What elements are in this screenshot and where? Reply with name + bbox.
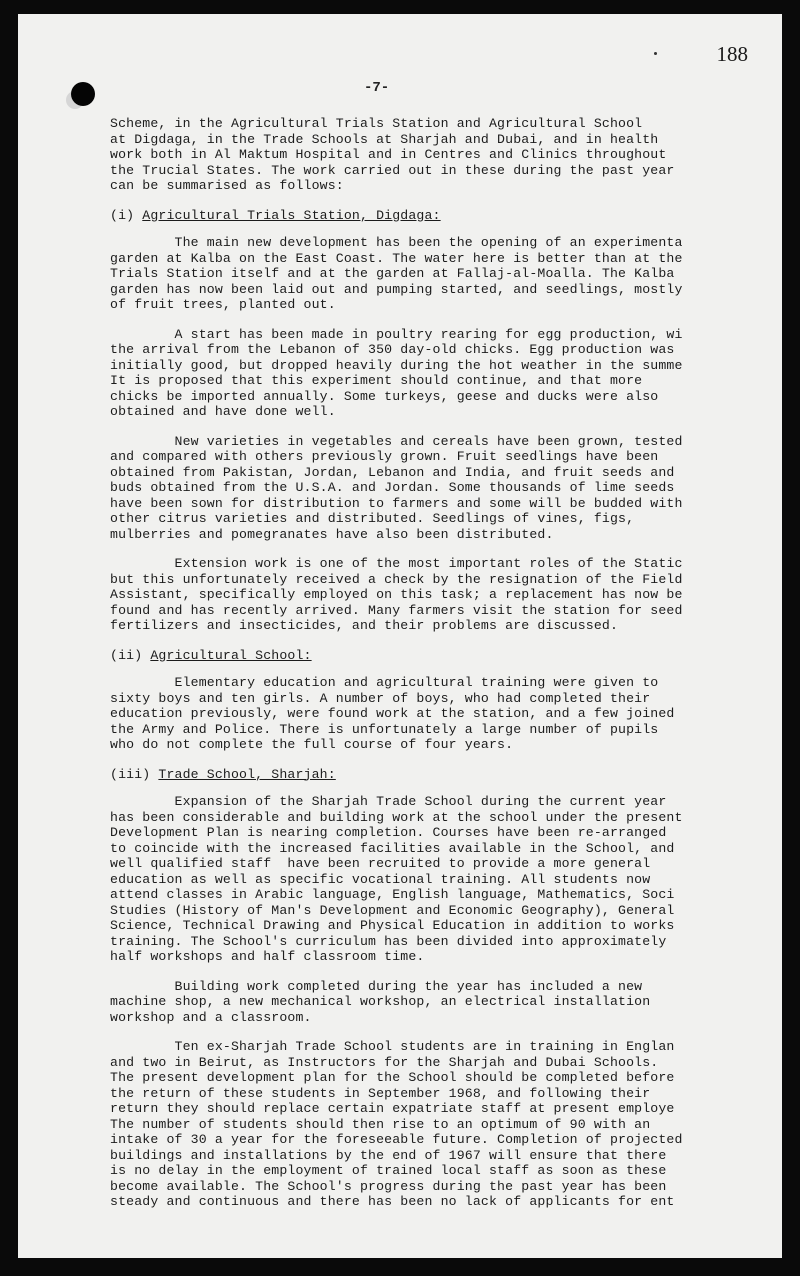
text-line: fertilizers and insecticides, and their problems are discussed. <box>110 618 619 633</box>
text-line: Trials Station itself and at the garden at Fallaj-al-Moalla. The Kalba <box>110 266 675 281</box>
text-line: is no delay in the employment of trained local staff as soon as these <box>110 1163 667 1178</box>
text-line: well qualified staff have been recruited to provide a more general <box>110 856 651 871</box>
section-heading-number: (i) <box>110 207 143 223</box>
section-heading-title: Agricultural School: <box>150 647 312 663</box>
document-body <box>110 116 782 1224</box>
text-line: who do not complete the full course of four years. <box>110 737 514 752</box>
text-line: found and has recently arrived. Many farmers visit the station for seed <box>110 602 683 618</box>
text-line: The number of students should then rise to an optimum of 90 with an <box>110 1116 651 1132</box>
text-line: education previously, were found work at the station, and a few joined <box>110 706 675 721</box>
text-line: steady and continuous and there has been no lack of applicants for ent <box>110 1194 675 1209</box>
text-line: Assistant, specifically employed on this task; a replacement has now be <box>110 587 683 602</box>
text-line: at Digdaga, in the Trade Schools at Sharjah and Dubai, and in health <box>110 131 659 147</box>
section-heading-title: Agricultural Trials Station, Digdaga: <box>142 207 441 223</box>
text-line: buds obtained from the U.S.A. and Jordan. Some thousands of lime seeds <box>110 480 675 495</box>
text-line: New varieties in vegetables and cereals have been grown, tested <box>110 433 683 449</box>
text-line: Science, Technical Drawing and Physical Education in addition to works <box>110 918 675 933</box>
paragraph <box>110 979 782 1026</box>
text-line: chicks be imported annually. Some turkeys, geese and ducks were also <box>110 388 659 404</box>
text-line: garden has now been laid out and pumping started, and seedlings, mostly <box>110 281 683 297</box>
section-heading <box>110 208 782 224</box>
page-header-number: -7- <box>364 80 390 96</box>
text-line: sixty boys and ten girls. A number of boys, who had completed their <box>110 690 651 706</box>
text-line: obtained from Pakistan, Jordan, Lebanon and India, and fruit seeds and <box>110 464 675 480</box>
paragraph <box>110 1039 782 1210</box>
text-line: has been considerable and building work at the school under the present <box>110 809 683 825</box>
document-page <box>18 14 782 1258</box>
text-line: return they should replace certain expatriate staff at present employe <box>110 1101 675 1116</box>
paragraph <box>110 434 782 543</box>
page-number: 188 <box>716 42 748 66</box>
text-line: The main new development has been the opening of an experimenta <box>110 235 683 250</box>
text-line: become available. The School's progress during the past year has been <box>110 1178 667 1194</box>
text-line: Expansion of the Sharjah Trade School during the current year <box>110 794 667 809</box>
paragraph <box>110 794 782 965</box>
section-heading-title: Trade School, Sharjah: <box>158 766 336 782</box>
paragraph <box>110 235 782 313</box>
paragraph <box>110 556 782 634</box>
text-line: initially good, but dropped heavily during the hot weather in the summe <box>110 357 683 373</box>
text-line: the Army and Police. There is unfortunately a large number of pupils <box>110 721 659 737</box>
section-heading <box>110 767 782 783</box>
text-line: other citrus varieties and distributed. Seedlings of vines, figs, <box>110 511 635 526</box>
text-line: attend classes in Arabic language, English language, Mathematics, Soci <box>110 887 675 902</box>
text-line: garden at Kalba on the East Coast. The water here is better than at the <box>110 250 683 266</box>
text-line: Ten ex-Sharjah Trade School students are in training in Englan <box>110 1039 675 1054</box>
text-line: Building work completed during the year has included a new <box>110 978 643 994</box>
text-line: intake of 30 a year for the foreseeable future. Completion of projected <box>110 1132 683 1147</box>
text-line: and compared with others previously grown. Fruit seedlings have been <box>110 449 659 464</box>
text-line: It is proposed that this experiment should continue, and that more <box>110 373 643 388</box>
text-line: work both in Al Maktum Hospital and in Centres and Clinics throughout <box>110 147 667 162</box>
paragraph <box>110 116 782 194</box>
text-line: machine shop, a new mechanical workshop, an electrical installation <box>110 994 651 1009</box>
speck-mark <box>654 52 657 55</box>
text-line: education as well as specific vocational training. All students now <box>110 871 651 887</box>
text-line: mulberries and pomegranates have also been distributed. <box>110 526 554 542</box>
text-line: the Trucial States. The work carried out in these during the past year <box>110 162 675 178</box>
punch-hole-mark <box>71 82 95 106</box>
text-line: the return of these students in September 1968, and following their <box>110 1085 651 1101</box>
text-line: half workshops and half classroom time. <box>110 949 425 964</box>
text-line: Studies (History of Man's Development and Economic Geography), General <box>110 902 675 918</box>
text-line: but this unfortunately received a check by the resignation of the Field <box>110 571 683 587</box>
text-line: the arrival from the Lebanon of 350 day-old chicks. Egg production was <box>110 342 675 357</box>
text-line: Scheme, in the Agricultural Trials Station and Agricultural School <box>110 116 643 131</box>
text-line: A start has been made in poultry rearing for egg production, wi <box>110 326 683 342</box>
text-line: workshop and a classroom. <box>110 1009 312 1025</box>
text-line: can be summarised as follows: <box>110 178 344 193</box>
paragraph <box>110 675 782 753</box>
section-heading <box>110 648 782 664</box>
section-heading-number: (ii) <box>110 647 151 663</box>
text-line: obtained and have done well. <box>110 404 336 419</box>
text-line: buildings and installations by the end of 1967 will ensure that there <box>110 1147 667 1163</box>
text-line: and two in Beirut, as Instructors for the Sharjah and Dubai Schools. <box>110 1054 659 1070</box>
text-line: The present development plan for the School should be completed before <box>110 1070 675 1085</box>
text-line: Elementary education and agricultural training were given to <box>110 675 659 690</box>
text-line: of fruit trees, planted out. <box>110 297 336 312</box>
paragraph <box>110 327 782 420</box>
text-line: training. The School's curriculum has been divided into approximately <box>110 933 667 949</box>
text-line: to coincide with the increased facilities available in the School, and <box>110 840 675 856</box>
section-heading-number: (iii) <box>110 766 159 782</box>
text-line: Development Plan is nearing completion. Courses have been re-arranged <box>110 825 667 840</box>
text-line: have been sown for distribution to farmers and some will be budded with <box>110 495 683 511</box>
text-line: Extension work is one of the most important roles of the Static <box>110 556 683 571</box>
